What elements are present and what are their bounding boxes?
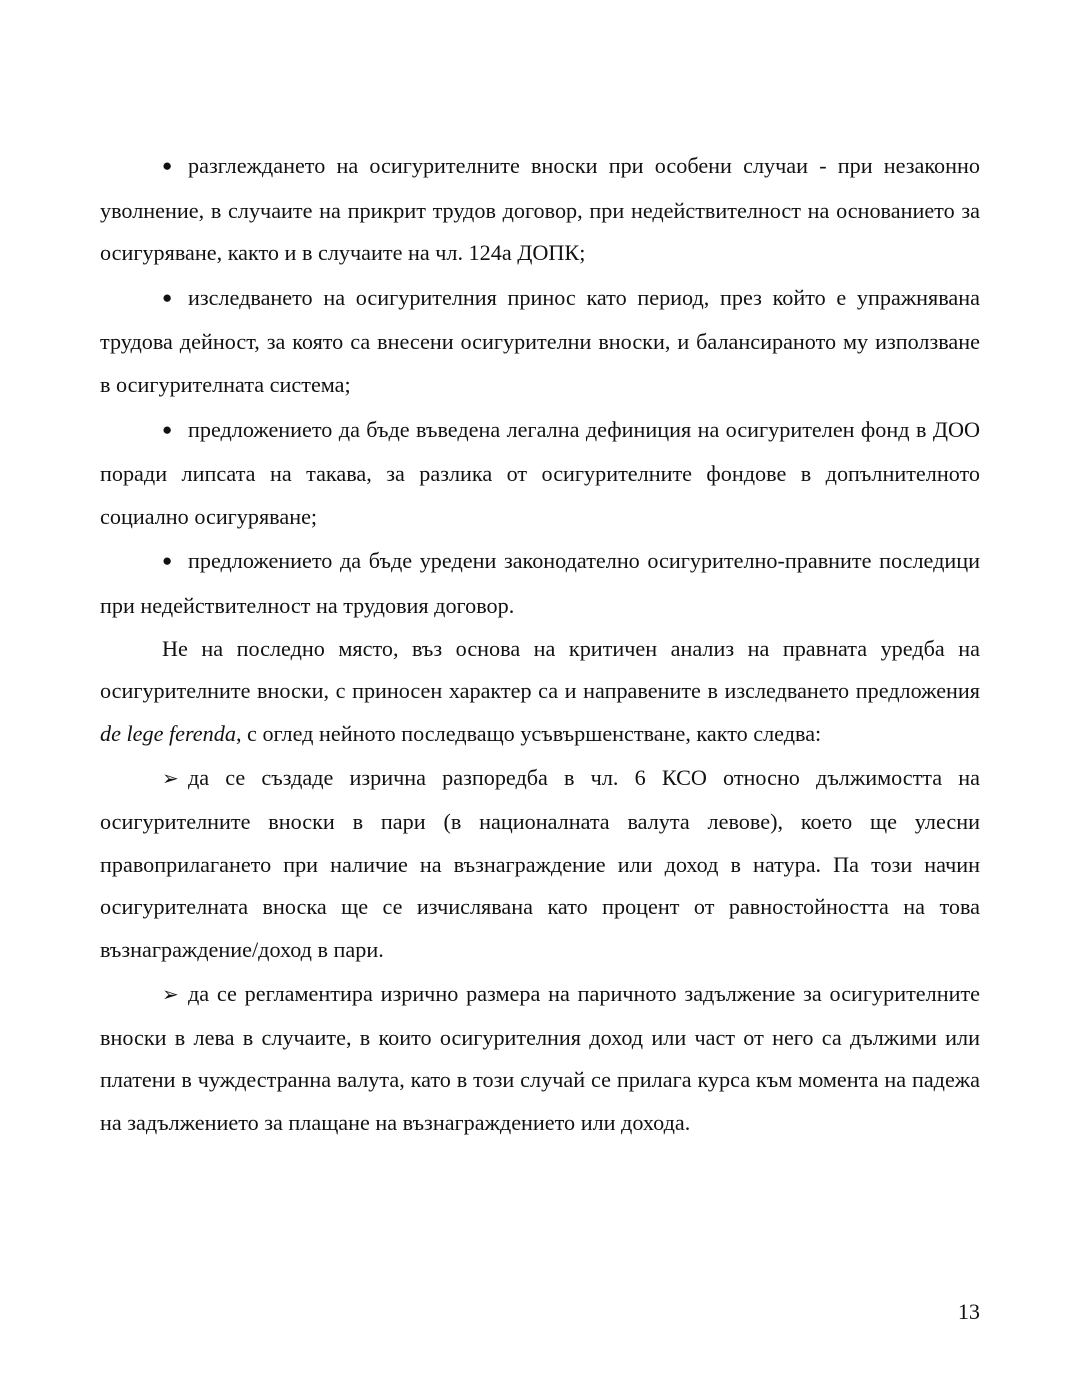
body-paragraph [100, 628, 980, 756]
proposal-text: да се създаде изрична разпоредба в чл. 6 КСО относно дължимостта на осигурителните вноски в пари (в националната валута левове), което ще улесни правоприлагането при наличие на възнаграждение или доход в натура. Па този начин осигурителната вноска ще се изчислявана като процент от равностойността на това възнаграждение/доход в пари. [100, 765, 980, 962]
bullet-text: разглеждането на осигурителните вноски при особени случаи - при незаконно уволнение, в случаите на прикрит трудов договор, при недействителност на основанието за осигуряване, както и в случаите на чл. 124а ДОПК; [100, 153, 980, 266]
arrowhead-icon: ➢ [162, 984, 179, 1007]
bullet-text: предложението да бъде въведена легална дефиниция на осигурителен фонд в ДОО поради липсата на такава, за разлика от осигурителните фондове в допълнителното социално осигуряване; [100, 416, 980, 529]
bullet-dot-icon: ● [162, 287, 173, 307]
paragraph-text-end: , с оглед нейното последващо усъвършенстване, както следва: [235, 720, 822, 746]
bullet-item [100, 409, 980, 539]
bullet-text: предложението да бъде уредени законодателно осигурително-правните последици при недействителност на трудовия договор. [100, 548, 980, 618]
proposal-item [100, 973, 980, 1144]
proposal-text: да се регламентира изрично размера на паричното задължение за осигурителните вноски в лева в случаите, в които осигурителния доход или част от него са дължими или платени в чуждестранна валута, като в този случай се прилага курса към момента на падежа на задължението за плащане на възнаграждението или дохода. [100, 981, 980, 1136]
bullet-dot-icon: ● [162, 419, 173, 439]
document-body [100, 145, 980, 1145]
bullet-item [100, 145, 980, 275]
latin-phrase: de lege ferenda [100, 720, 236, 746]
bullet-dot-icon: ● [162, 551, 173, 571]
page-number: 13 [957, 1299, 980, 1324]
paragraph-text-start: Не на последно място, въз основа на критичен анализ на правната уредба на осигурителните вноски, с приносен характер са и направените в изследването предложения [100, 635, 980, 704]
bullet-dot-icon: ● [162, 156, 173, 175]
bullet-item [100, 277, 980, 407]
arrowhead-icon: ➢ [162, 768, 179, 791]
proposal-item [100, 757, 980, 971]
bullet-item [100, 540, 980, 627]
bullet-text: изследването на осигурителния принос като период, през който е упражнявана трудова дейност, за която са внесени осигурителни вноски, и балансираното му използване в осигурителната система; [100, 284, 980, 397]
